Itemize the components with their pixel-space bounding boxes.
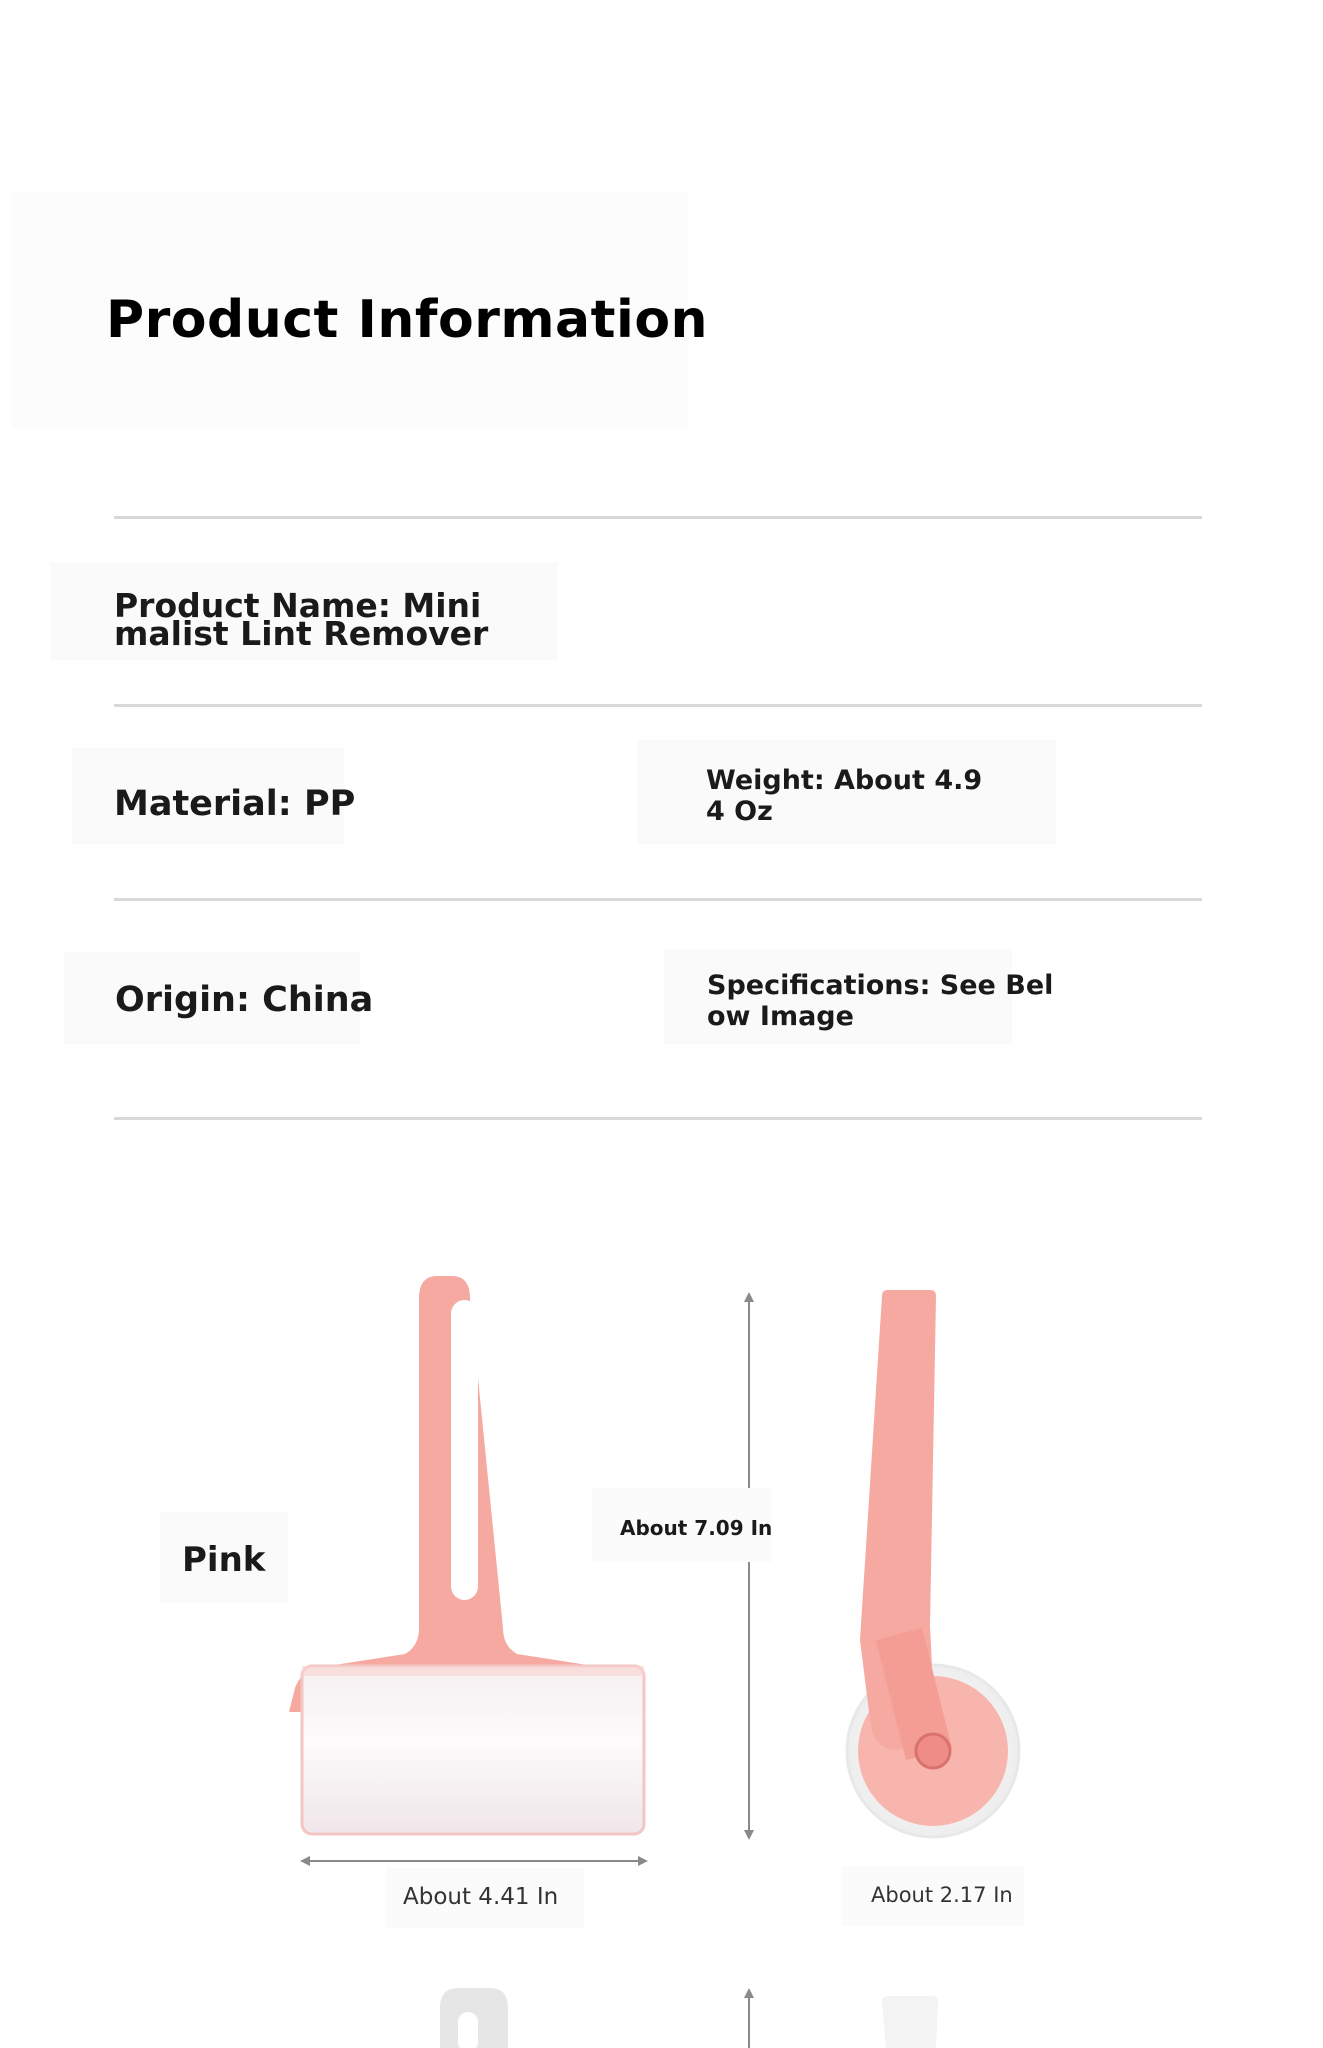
product-dimension-figure <box>0 1240 1323 2048</box>
white-variant-preview <box>440 1988 938 2048</box>
height-label: About 7.09 In <box>620 1516 773 1540</box>
weight-field <box>706 765 982 827</box>
divider <box>114 704 1202 707</box>
color-label: Pink <box>182 1540 266 1580</box>
depth-label: About 2.17 In <box>871 1883 1013 1907</box>
weight-line1: Weight: About 4.9 <box>706 765 983 796</box>
page-title: Product Information <box>106 290 709 350</box>
specifications-field <box>707 970 1053 1032</box>
product-name-field <box>114 586 489 653</box>
divider <box>114 516 1202 519</box>
divider <box>114 1117 1202 1120</box>
weight-line2: 4 Oz <box>706 796 773 827</box>
product-name-line2: malist Lint Remover <box>114 614 489 653</box>
specifications-line2: ow Image <box>707 1001 854 1032</box>
divider <box>114 898 1202 901</box>
material-field: Material: PP <box>114 784 356 824</box>
front-view-roller <box>289 1276 644 1834</box>
specifications-line1: Specifications: See Bel <box>707 970 1054 1001</box>
origin-field: Origin: China <box>115 980 374 1020</box>
width-dimension-arrow <box>300 1856 648 1866</box>
side-view-roller <box>847 1290 1019 1837</box>
width-label: About 4.41 In <box>403 1884 559 1910</box>
height-dimension-arrow <box>744 1292 754 1840</box>
product-name-line1: Product Name: Mini <box>114 586 482 625</box>
